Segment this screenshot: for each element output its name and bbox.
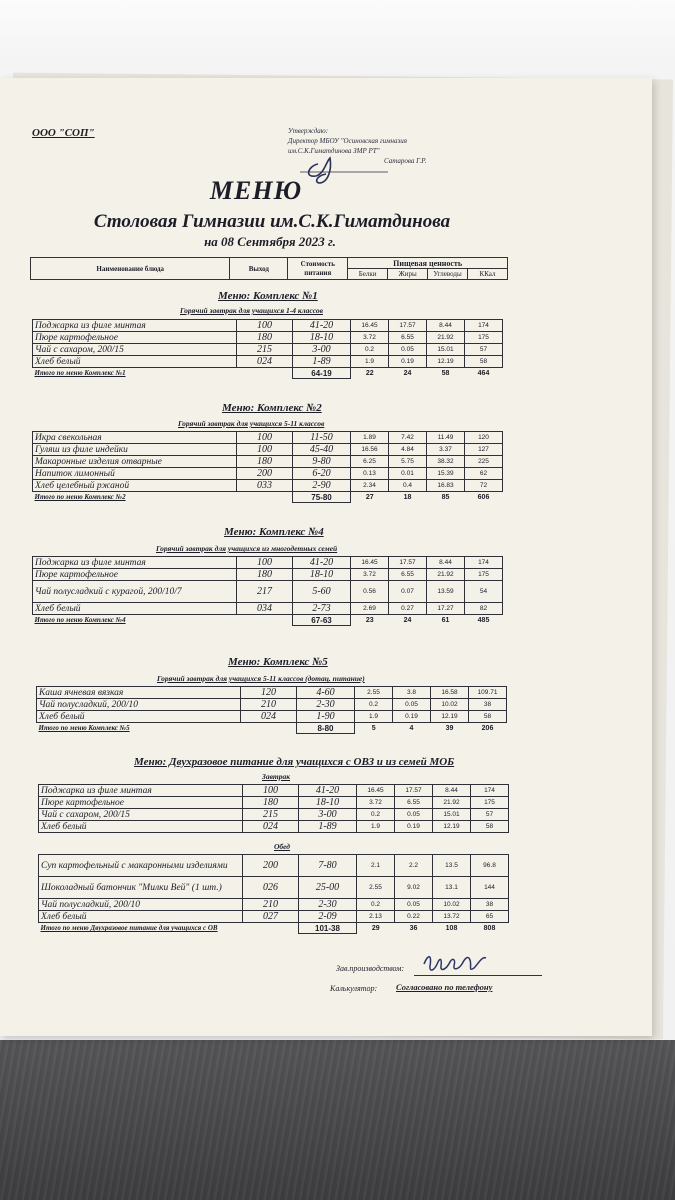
section-subtitle: Завтрак [262, 772, 291, 781]
column-name: Наименование блюда [31, 258, 230, 280]
table-row [39, 899, 509, 911]
dish-kcal: 58 [469, 711, 507, 723]
total-row [33, 368, 503, 379]
dish-fats: 3.8 [393, 687, 431, 699]
dish-proteins: 16.45 [357, 785, 395, 797]
column-fats: Жиры [388, 269, 428, 280]
menu-table [38, 854, 509, 934]
menu-table [32, 319, 503, 379]
table-row [39, 855, 509, 877]
dish-yield: 024 [241, 711, 297, 723]
dish-carbs: 21.92 [433, 797, 471, 809]
table-row [37, 687, 507, 699]
dish-yield: 210 [243, 899, 299, 911]
dish-name: Хлеб белый [37, 711, 241, 723]
dish-price: 18-10 [293, 569, 351, 581]
total-price: 101-38 [299, 923, 357, 934]
dish-price: 9-80 [293, 456, 351, 468]
total-proteins: 22 [365, 369, 374, 377]
dish-proteins: 6.25 [351, 456, 389, 468]
total-carbs: 58 [441, 369, 450, 377]
calculator-label: Калькулятор: [330, 984, 378, 993]
total-carbs: 85 [441, 493, 450, 501]
dish-carbs: 8.44 [427, 557, 465, 569]
dish-price: 1-90 [297, 711, 355, 723]
dish-kcal: 38 [471, 899, 509, 911]
total-kcal: 464 [477, 369, 490, 377]
approval-line: Сатарова Г.Р. [384, 157, 427, 165]
dish-fats: 0.05 [393, 699, 431, 711]
total-proteins: 27 [365, 493, 374, 501]
dish-name: Макаронные изделия отварные [33, 456, 237, 468]
dish-fats: 2.2 [395, 855, 433, 877]
organization-name: ООО "СОП" [32, 127, 95, 139]
dish-name: Поджарка из филе минтая [33, 320, 237, 332]
column-kcal: ККал [468, 269, 508, 280]
section-title: Меню: Двухразовое питание для учащихся с ОВЗ и из семей МОБ [134, 756, 455, 768]
dish-yield: 100 [237, 557, 293, 569]
column-cost: Стоимость питания [288, 258, 348, 280]
dish-proteins: 2.55 [357, 877, 395, 899]
dish-price: 3-00 [293, 344, 351, 356]
dish-proteins: 0.13 [351, 468, 389, 480]
total-fats: 24 [403, 369, 412, 377]
column-carbs: Углеводы [428, 269, 468, 280]
table-row [33, 581, 503, 603]
dish-name: Суп картофельный с макаронными изделиями [39, 855, 243, 877]
table-row [33, 603, 503, 615]
dish-yield: 120 [241, 687, 297, 699]
dish-price: 2-90 [293, 480, 351, 492]
table-row [39, 877, 509, 899]
total-kcal: 206 [481, 724, 494, 732]
approval-line: Директор МБОУ "Осиновская гимназия [288, 137, 408, 145]
total-row [37, 723, 507, 734]
dish-yield: 034 [237, 603, 293, 615]
dish-carbs: 13.5 [433, 855, 471, 877]
dish-price: 18-10 [293, 332, 351, 344]
dish-kcal: 58 [465, 356, 503, 368]
dish-carbs: 15.39 [427, 468, 465, 480]
dish-proteins: 2.13 [357, 911, 395, 923]
dish-price: 6-20 [293, 468, 351, 480]
dish-fats: 6.55 [395, 797, 433, 809]
dish-fats: 0.19 [393, 711, 431, 723]
dish-fats: 0.22 [395, 911, 433, 923]
dish-price: 5-60 [293, 581, 351, 603]
dish-carbs: 15.01 [433, 809, 471, 821]
section-title: Меню: Комплекс №4 [224, 526, 324, 538]
floor-surface [0, 1040, 675, 1200]
total-price: 75-80 [293, 492, 351, 503]
dish-name: Пюре картофельное [33, 569, 237, 581]
dish-yield: 033 [237, 480, 293, 492]
dish-yield: 210 [241, 699, 297, 711]
dish-fats: 17.57 [395, 785, 433, 797]
dish-name: Чай полусладкий, 200/10 [39, 899, 243, 911]
dish-proteins: 0.2 [357, 809, 395, 821]
dish-kcal: 38 [469, 699, 507, 711]
dish-fats: 0.05 [395, 809, 433, 821]
table-row [39, 911, 509, 923]
total-fats: 24 [403, 616, 412, 624]
dish-fats: 0.19 [395, 821, 433, 833]
total-row [33, 615, 503, 626]
dish-proteins: 1.9 [351, 356, 389, 368]
production-manager-label: Зав.производством: [336, 964, 405, 973]
dish-yield: 100 [237, 444, 293, 456]
dish-carbs: 12.19 [433, 821, 471, 833]
total-fats: 18 [403, 493, 412, 501]
dish-carbs: 10.02 [431, 699, 469, 711]
menu-table [32, 556, 503, 626]
table-row [33, 557, 503, 569]
table-row [33, 344, 503, 356]
total-price: 67-63 [293, 615, 351, 626]
dish-kcal: 72 [465, 480, 503, 492]
dish-carbs: 13.72 [433, 911, 471, 923]
dish-proteins: 0.56 [351, 581, 389, 603]
dish-fats: 5.75 [389, 456, 427, 468]
dish-kcal: 62 [465, 468, 503, 480]
total-row [39, 923, 509, 934]
dish-carbs: 13.59 [427, 581, 465, 603]
dish-kcal: 57 [471, 809, 509, 821]
dish-price: 1-89 [299, 821, 357, 833]
dish-kcal: 120 [465, 432, 503, 444]
total-carbs: 108 [445, 924, 458, 932]
agreed-by-phone: Согласовано по телефону [396, 982, 493, 992]
dish-proteins: 2.55 [355, 687, 393, 699]
table-row [39, 785, 509, 797]
dish-proteins: 1.9 [357, 821, 395, 833]
total-price: 8-80 [297, 723, 355, 734]
dish-price: 2-30 [297, 699, 355, 711]
table-row [33, 444, 503, 456]
dish-yield: 180 [237, 456, 293, 468]
dish-kcal: 225 [465, 456, 503, 468]
total-carbs: 39 [445, 724, 454, 732]
dish-name: Хлеб белый [33, 356, 237, 368]
dish-kcal: 174 [465, 320, 503, 332]
dish-yield: 100 [243, 785, 299, 797]
dish-carbs: 21.92 [427, 569, 465, 581]
dish-carbs: 17.27 [427, 603, 465, 615]
table-row [33, 468, 503, 480]
dish-price: 2-09 [299, 911, 357, 923]
dish-proteins: 16.45 [351, 320, 389, 332]
dish-fats: 9.02 [395, 877, 433, 899]
table-row [33, 356, 503, 368]
dish-fats: 17.57 [389, 557, 427, 569]
menu-table [32, 431, 503, 503]
table-row [33, 320, 503, 332]
dish-kcal: 57 [465, 344, 503, 356]
dish-carbs: 38.32 [427, 456, 465, 468]
dish-carbs: 10.02 [433, 899, 471, 911]
total-fats: 4 [409, 724, 414, 732]
dish-price: 41-20 [299, 785, 357, 797]
dish-name: Хлеб целебный ржаной [33, 480, 237, 492]
dish-carbs: 13.1 [433, 877, 471, 899]
dish-price: 45-40 [293, 444, 351, 456]
dish-yield: 215 [243, 809, 299, 821]
total-carbs: 61 [441, 616, 450, 624]
total-kcal: 485 [477, 616, 490, 624]
dish-price: 2-73 [293, 603, 351, 615]
dish-carbs: 12.19 [431, 711, 469, 723]
dish-price: 25-00 [299, 877, 357, 899]
dish-proteins: 3.72 [351, 332, 389, 344]
dish-name: Напиток лимонный [33, 468, 237, 480]
dish-fats: 4.84 [389, 444, 427, 456]
dish-price: 11-50 [293, 432, 351, 444]
table-row [33, 569, 503, 581]
column-yield: Выход [230, 258, 288, 280]
production-manager-signature [420, 950, 492, 976]
table-row [33, 480, 503, 492]
dish-yield: 026 [243, 877, 299, 899]
table-row [33, 332, 503, 344]
dish-name: Поджарка из филе минтая [33, 557, 237, 569]
total-label: Итого по меню Комплекс №5 [38, 724, 130, 733]
dish-name: Чай полусладкий с курагой, 200/10/7 [33, 581, 237, 603]
dish-carbs: 21.92 [427, 332, 465, 344]
dish-fats: 0.05 [395, 899, 433, 911]
dish-kcal: 109.71 [469, 687, 507, 699]
approval-line: им.С.К.Гиматдинова ЗМР РТ" [288, 147, 380, 155]
dish-yield: 200 [237, 468, 293, 480]
dish-yield: 215 [237, 344, 293, 356]
section-subtitle: Горячий завтрак для учащихся 5-11 классов (дотац. питание) [157, 674, 365, 683]
dish-fats: 0.27 [389, 603, 427, 615]
dish-proteins: 0.2 [351, 344, 389, 356]
dish-kcal: 144 [471, 877, 509, 899]
total-kcal: 606 [477, 493, 490, 501]
dish-price: 4-60 [297, 687, 355, 699]
menu-table [38, 784, 509, 833]
total-label: Итого по меню Комплекс №4 [34, 616, 126, 625]
dish-yield: 100 [237, 320, 293, 332]
dish-name: Шоколадный батончик "Милки Вей" (1 шт.) [39, 877, 243, 899]
dish-fats: 0.05 [389, 344, 427, 356]
dish-fats: 7.42 [389, 432, 427, 444]
column-nutrition: Пищевая ценность [348, 258, 508, 269]
dish-carbs: 3.37 [427, 444, 465, 456]
table-row [37, 699, 507, 711]
dish-carbs: 16.83 [427, 480, 465, 492]
dish-fats: 6.55 [389, 332, 427, 344]
menu-date: на 08 Сентября 2023 г. [204, 234, 336, 249]
dish-name: Чай с сахаром, 200/15 [39, 809, 243, 821]
total-proteins: 23 [365, 616, 374, 624]
table-row [39, 809, 509, 821]
dish-name: Хлеб белый [39, 821, 243, 833]
section-subtitle: Обед [274, 842, 291, 851]
menu-document [0, 78, 652, 1036]
dish-kcal: 65 [471, 911, 509, 923]
dish-name: Каша ячневая вязкая [37, 687, 241, 699]
total-fats: 36 [409, 924, 418, 932]
dish-name: Пюре картофельное [33, 332, 237, 344]
dish-carbs: 11.49 [427, 432, 465, 444]
dish-kcal: 175 [471, 797, 509, 809]
table-row [37, 711, 507, 723]
page-title: МЕНЮ [209, 176, 303, 205]
approval-line: Утверждаю: [288, 127, 329, 135]
total-kcal: 808 [483, 924, 496, 932]
canteen-name: Столовая Гимназии им.С.К.Гиматдинова [93, 211, 451, 232]
section-subtitle: Горячий завтрак для учащихся 5-11 классов [178, 419, 325, 428]
dish-name: Чай с сахаром, 200/15 [33, 344, 237, 356]
dish-carbs: 12.19 [427, 356, 465, 368]
total-label: Итого по меню Комплекс №1 [34, 369, 126, 378]
total-proteins: 5 [371, 724, 376, 732]
section-title: Меню: Комплекс №1 [218, 290, 318, 302]
dish-price: 7-80 [299, 855, 357, 877]
dish-fats: 0.4 [389, 480, 427, 492]
dish-fats: 0.07 [389, 581, 427, 603]
dish-name: Поджарка из филе минтая [39, 785, 243, 797]
dish-kcal: 96.8 [471, 855, 509, 877]
dish-kcal: 82 [465, 603, 503, 615]
menu-table [36, 686, 507, 734]
dish-price: 41-20 [293, 557, 351, 569]
dish-carbs: 16.58 [431, 687, 469, 699]
dish-proteins: 3.72 [351, 569, 389, 581]
dish-fats: 0.01 [389, 468, 427, 480]
dish-proteins: 2.69 [351, 603, 389, 615]
dish-proteins: 2.34 [351, 480, 389, 492]
dish-price: 41-20 [293, 320, 351, 332]
dish-kcal: 54 [465, 581, 503, 603]
dish-yield: 024 [237, 356, 293, 368]
table-row [33, 432, 503, 444]
total-label: Итого по меню Двухразовое питание для учащихся с ОВ [40, 924, 218, 933]
table-row [39, 797, 509, 809]
section-subtitle: Горячий завтрак для учащихся из многодетных семей [156, 544, 338, 553]
section-subtitle: Горячий завтрак для учащихся 1-4 классов [180, 306, 323, 315]
dish-proteins: 1.89 [351, 432, 389, 444]
dish-fats: 17.57 [389, 320, 427, 332]
dish-name: Гуляш из филе индейки [33, 444, 237, 456]
dish-carbs: 15.01 [427, 344, 465, 356]
table-row [33, 456, 503, 468]
dish-kcal: 175 [465, 332, 503, 344]
dish-kcal: 175 [465, 569, 503, 581]
dish-proteins: 3.72 [357, 797, 395, 809]
dish-proteins: 16.56 [351, 444, 389, 456]
dish-kcal: 127 [465, 444, 503, 456]
dish-proteins: 0.2 [357, 899, 395, 911]
dish-name: Икра свекольная [33, 432, 237, 444]
dish-yield: 027 [243, 911, 299, 923]
column-proteins: Белки [348, 269, 388, 280]
dish-proteins: 0.2 [355, 699, 393, 711]
dish-fats: 0.19 [389, 356, 427, 368]
section-title: Меню: Комплекс №2 [222, 402, 322, 414]
dish-price: 18-10 [299, 797, 357, 809]
dish-name: Хлеб белый [33, 603, 237, 615]
dish-kcal: 58 [471, 821, 509, 833]
dish-name: Хлеб белый [39, 911, 243, 923]
dish-proteins: 2.1 [357, 855, 395, 877]
dish-proteins: 16.45 [351, 557, 389, 569]
total-price: 64-19 [293, 368, 351, 379]
dish-yield: 100 [237, 432, 293, 444]
dish-yield: 180 [243, 797, 299, 809]
dish-name: Пюре картофельное [39, 797, 243, 809]
dish-price: 3-00 [299, 809, 357, 821]
section-title: Меню: Комплекс №5 [228, 656, 328, 668]
dish-yield: 180 [237, 332, 293, 344]
dish-price: 2-30 [299, 899, 357, 911]
dish-name: Чай полусладкий, 200/10 [37, 699, 241, 711]
total-label: Итого по меню Комплекс №2 [34, 493, 126, 502]
dish-carbs: 8.44 [427, 320, 465, 332]
dish-carbs: 8.44 [433, 785, 471, 797]
table-row [39, 821, 509, 833]
dish-yield: 200 [243, 855, 299, 877]
dish-proteins: 1.9 [355, 711, 393, 723]
dish-fats: 6.55 [389, 569, 427, 581]
dish-yield: 217 [237, 581, 293, 603]
total-row [33, 492, 503, 503]
total-proteins: 29 [371, 924, 380, 932]
dish-kcal: 174 [465, 557, 503, 569]
dish-yield: 024 [243, 821, 299, 833]
dish-price: 1-89 [293, 356, 351, 368]
dish-yield: 180 [237, 569, 293, 581]
dish-kcal: 174 [471, 785, 509, 797]
table-header [30, 257, 508, 280]
